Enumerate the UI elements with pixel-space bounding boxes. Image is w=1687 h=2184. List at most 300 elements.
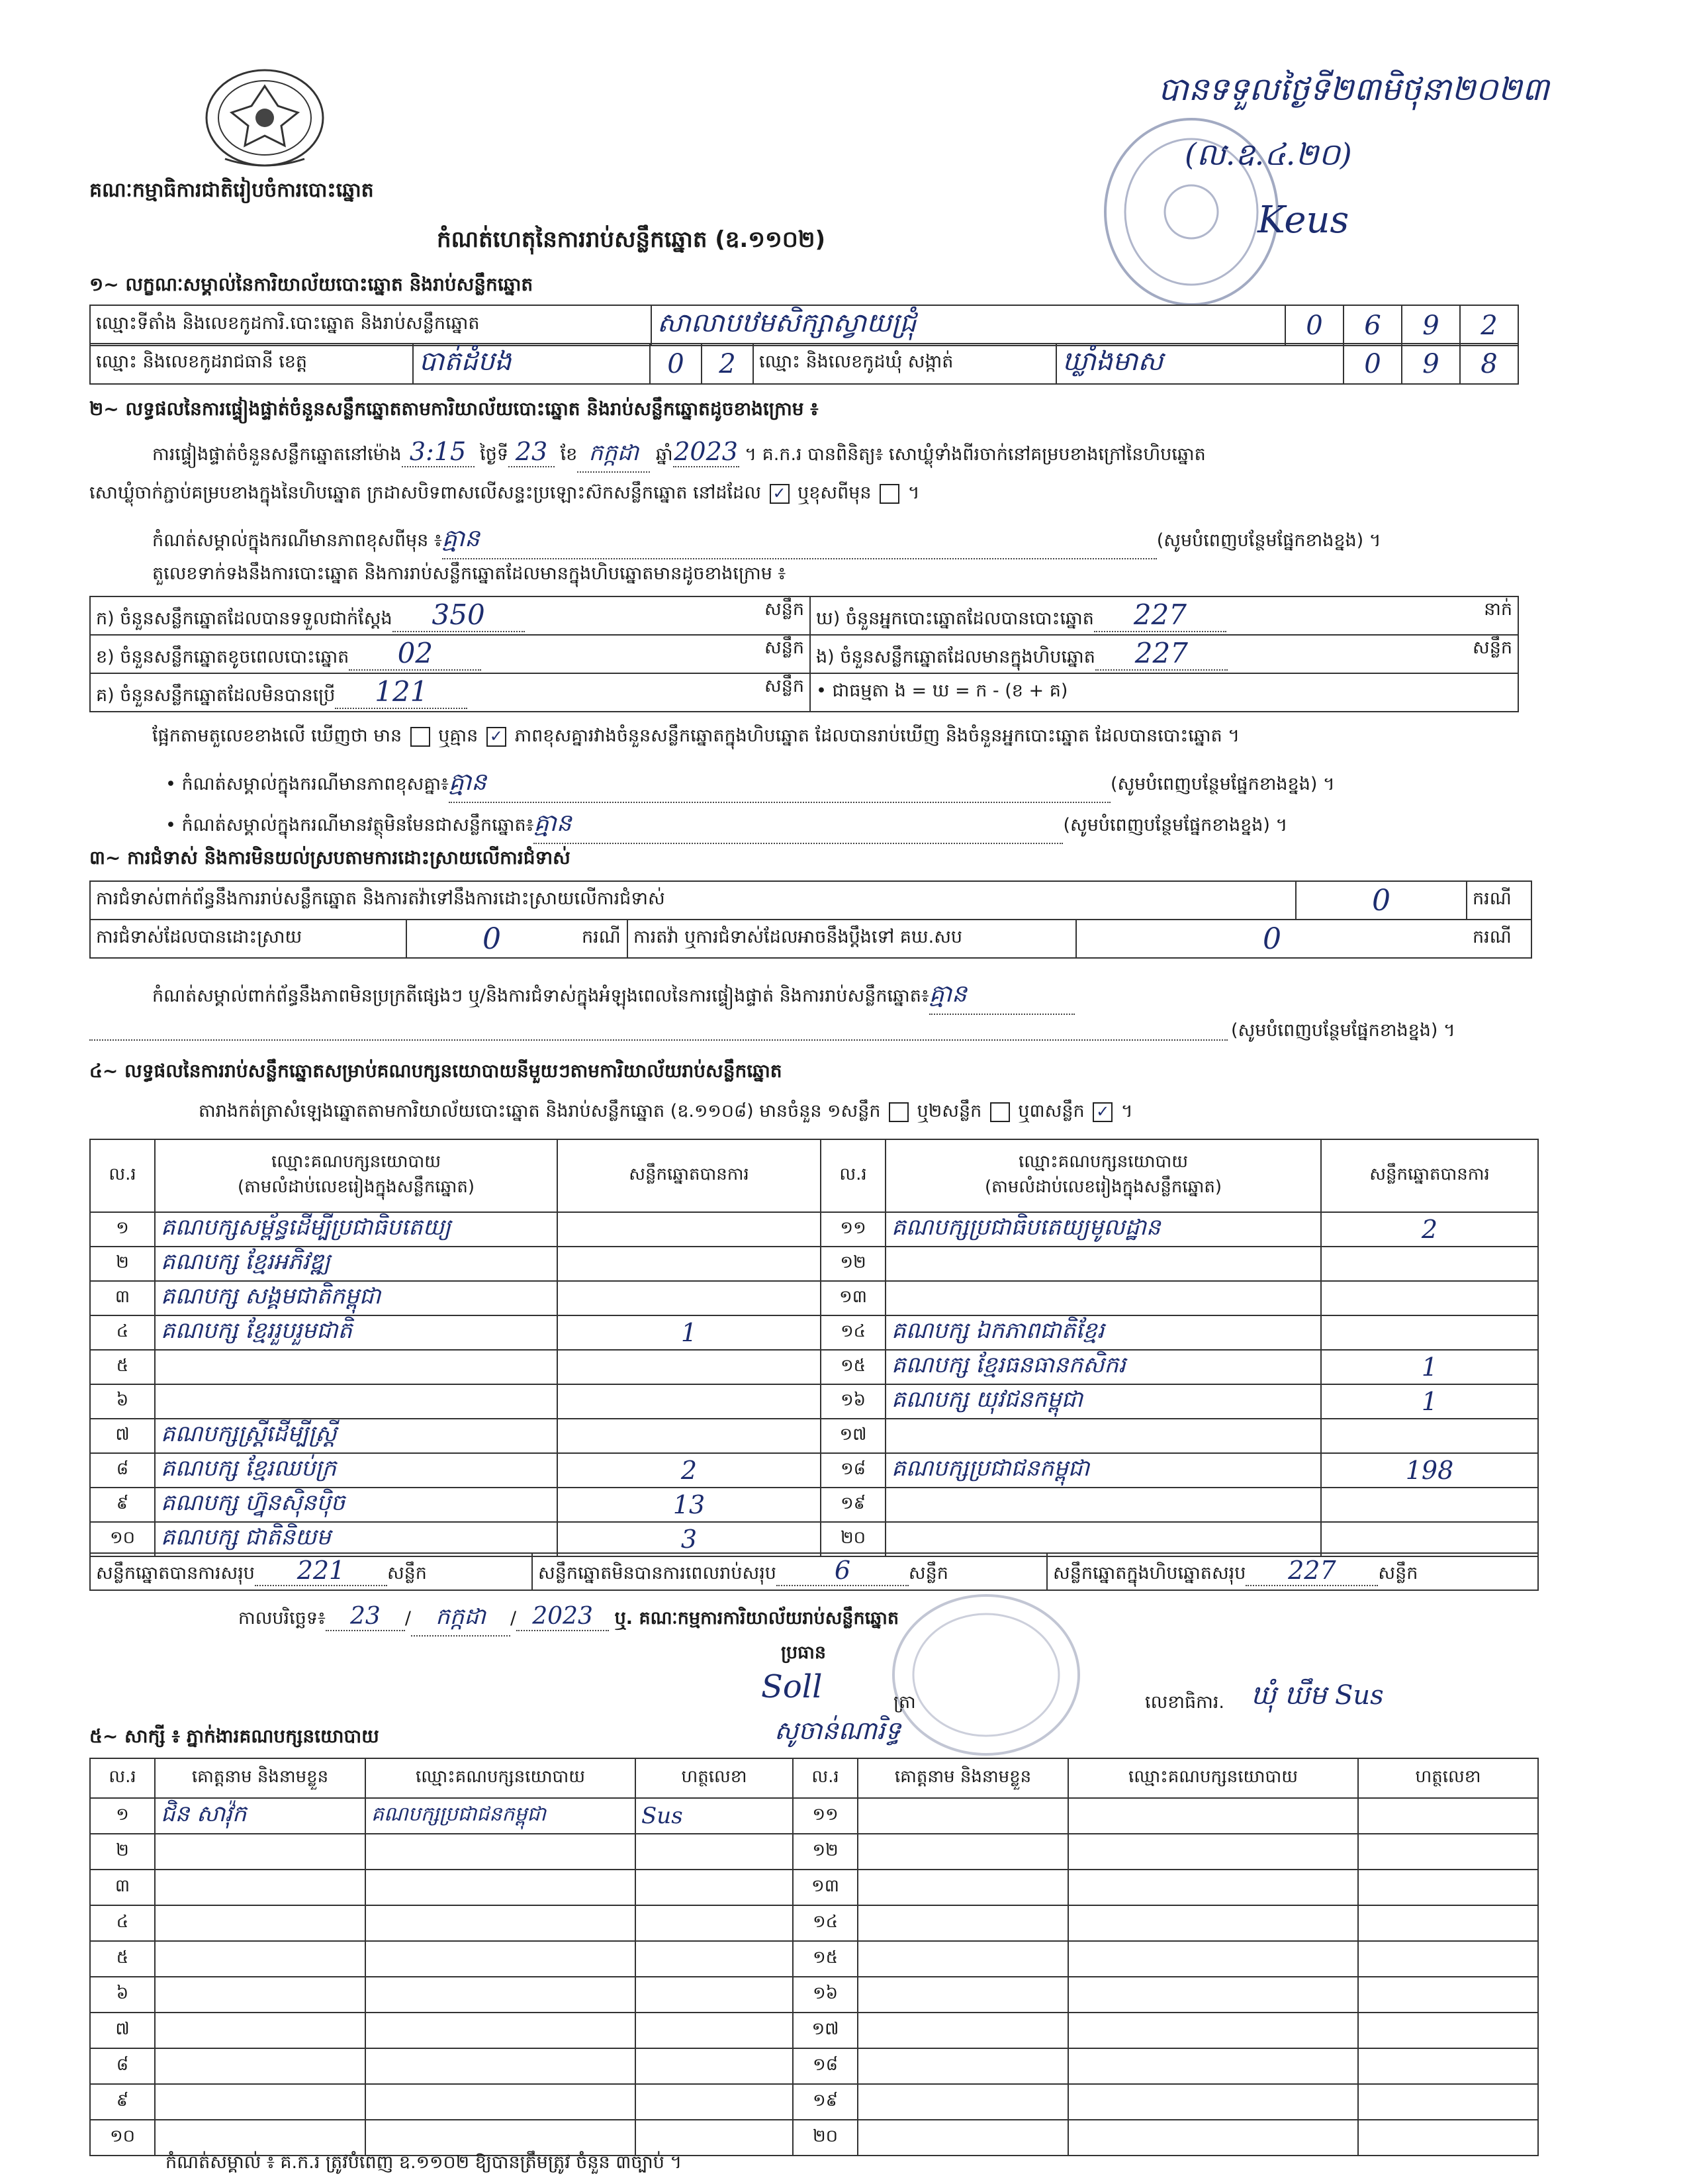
w-row-name-right — [858, 2120, 1068, 2156]
col-votes-left: សន្លឹកឆ្នោតបានការ — [557, 1139, 821, 1212]
w-row-sign-right — [1358, 2120, 1538, 2156]
w-row-no-right: ១៩ — [793, 2084, 858, 2120]
w-row-sign-left — [635, 2048, 793, 2084]
w-row-no-left: ៥ — [90, 1941, 155, 1977]
date-committee: ឬ. គណៈកម្មការការិយាល័យរាប់សន្លឹកឆ្នោត — [614, 1608, 899, 1629]
received-signature: Keus — [1257, 199, 1349, 242]
results-row — [90, 1281, 1538, 1315]
irregularity-extra-line — [89, 1020, 1228, 1041]
date-year: 2023 — [516, 1603, 609, 1631]
row-party-left: គណបក្ស ខ្មែរឈប់ក្រ — [155, 1453, 557, 1488]
w-row-party-left — [365, 1870, 635, 1905]
station-label: ឈ្មោះទីតាំង និងលេខកូដការិ.បោះឆ្នោត និងរាប់សន្លឹកឆ្នោត — [90, 305, 651, 346]
w-row-sign-right — [1358, 1941, 1538, 1977]
received-ballots-value: 350 — [392, 598, 525, 632]
w-row-name-left — [155, 1977, 365, 2013]
note2-value: គ្មាន — [533, 808, 1063, 844]
commune-code-3: 8 — [1460, 344, 1518, 384]
w-row-no-left: ១ — [90, 1798, 155, 1834]
discrepancy-line — [152, 725, 1240, 751]
section1-table-2 — [89, 343, 1519, 385]
row-party-left: គណបក្សសម្ព័ន្ធដើម្បីប្រជាធិបតេយ្យ — [155, 1212, 557, 1247]
w-col-no-left: ល.រ — [90, 1758, 155, 1798]
w-col-sign-right: ហត្ថលេខា — [1358, 1758, 1538, 1798]
note2-fill: (សូមបំពេញបន្ថែមផ្នែកខាងខ្នង) ។ — [1063, 815, 1288, 835]
w-row-sign-left — [635, 2013, 793, 2048]
row-votes-right: 198 — [1321, 1453, 1538, 1488]
tally-1-checkbox[interactable] — [889, 1102, 909, 1122]
w-row-no-right: ១១ — [793, 1798, 858, 1834]
objections-unit: ករណី — [1467, 881, 1531, 920]
row-party-left: គណបក្ស ខ្មែរអភិវឌ្ឍ — [155, 1247, 557, 1281]
commune-value: ឃ្លាំងមាស — [1056, 344, 1344, 384]
section2-title: ២~ លទ្ធផលនៃការផ្ទៀងផ្ទាត់ចំនួនសន្លឹកឆ្នោតតាមការិយាល័យបោះឆ្នោត និងរាប់សន្លឹកឆ្នោតដូចខាងក្រោម ៖ — [89, 398, 819, 420]
commune-code-2: 9 — [1402, 344, 1460, 384]
station-code-1: 0 — [1285, 305, 1344, 346]
witness-row — [90, 1905, 1538, 1941]
tally-sheet-line — [199, 1100, 1133, 1126]
row-party-left: គណបក្ស ខ្មែររួបរួមជាតិ — [155, 1315, 557, 1350]
col-party-sub-right: (តាមលំដាប់លេខរៀងក្នុងសន្លឹកឆ្នោត) — [984, 1177, 1222, 1197]
w-row-party-right — [1068, 2120, 1358, 2156]
formula: • ជាធម្មតា ង = ឃ = ក - (ខ + គ) — [810, 673, 1518, 712]
discrepancy-yes-checkbox[interactable] — [410, 727, 430, 747]
w-row-party-right — [1068, 1798, 1358, 1834]
objections-table-2 — [89, 919, 1532, 959]
witness-row — [90, 2084, 1538, 2120]
results-row — [90, 1350, 1538, 1384]
w-row-no-left: ១០ — [90, 2120, 155, 2156]
w-row-no-right: ១៨ — [793, 2048, 858, 2084]
w-row-no-left: ៧ — [90, 2013, 155, 2048]
w-row-sign-right — [1358, 2013, 1538, 2048]
row-party-left: គណបក្ស សង្គមជាតិកម្ពុជា — [155, 1281, 557, 1315]
section4-title: ៤~ លទ្ធផលនៃការរាប់សន្លឹកឆ្នោតសម្រាប់គណបក្សនយោបាយនីមួយៗតាមការិយាល័យរាប់សន្លឹកឆ្នោត — [89, 1060, 782, 1082]
witness-row — [90, 2120, 1538, 2156]
unused-ballots-label: គ) ចំនួនសន្លឹកឆ្នោតដែលមិនបានប្រើ — [96, 685, 336, 706]
witness-row — [90, 2048, 1538, 2084]
voters-label: ឃ) ចំនួនអ្នកបោះឆ្នោតដែលបានបោះឆ្នោត — [816, 608, 1094, 629]
w-row-no-right: ១៦ — [793, 1977, 858, 2013]
irregularity-note-label: កំណត់សម្គាល់ពាក់ព័ន្ធនឹងភាពមិនប្រក្រតីផ្សេងៗ ឬ/និងការជំទាស់ក្នុងអំឡុងពេលនៃការផ្ទៀងផ្ទាត់ និងការរាប់សន្លឹកឆ្នោត៖ — [152, 986, 929, 1006]
province-code-2: 2 — [702, 344, 753, 384]
different-label: ឬខុសពីមុន — [798, 483, 872, 503]
objections-table — [89, 880, 1532, 920]
w-row-no-right: ១៥ — [793, 1941, 858, 1977]
w-row-party-left — [365, 1834, 635, 1870]
diff-note-line — [152, 523, 1522, 559]
w-row-party-right — [1068, 1941, 1358, 1977]
total-valid-value: 221 — [255, 1556, 387, 1586]
verify-time: 3:15 — [402, 437, 475, 467]
row-no-right: ១៩ — [821, 1488, 886, 1522]
discrepancy-label: ផ្អែកតាមតួលេខខាងលើ ឃើញថា មាន — [152, 726, 402, 746]
w-row-name-right — [858, 1870, 1068, 1905]
w-row-no-right: ១៣ — [793, 1870, 858, 1905]
commune-code-1: 0 — [1344, 344, 1402, 384]
chair-suffix: ត្រា — [893, 1692, 916, 1713]
w-row-sign-right — [1358, 1834, 1538, 1870]
w-row-sign-left — [635, 1941, 793, 1977]
w-row-sign-right — [1358, 2048, 1538, 2084]
w-row-name-left — [155, 2048, 365, 2084]
col-party-right: ឈ្មោះគណបក្សនយោបាយ — [1019, 1152, 1188, 1172]
row-votes-left — [557, 1281, 821, 1315]
committee-stamp — [887, 1589, 1085, 1761]
w-row-sign-left — [635, 2084, 793, 2120]
row-no-right: ១៥ — [821, 1350, 886, 1384]
w-row-sign-right — [1358, 1977, 1538, 2013]
w-row-party-right — [1068, 2013, 1358, 2048]
w-row-name-left — [155, 1941, 365, 1977]
discrepancy-none-checkbox[interactable]: ✓ — [486, 727, 506, 747]
row-votes-right — [1321, 1419, 1538, 1453]
w-row-no-left: ២ — [90, 1834, 155, 1870]
row-votes-left: 2 — [557, 1453, 821, 1488]
secretary-signature: ឃុំ ឃឹម Sus — [1251, 1680, 1384, 1711]
total-invalid-label: សន្លឹកឆ្នោតមិនបានការពេលរាប់សរុប — [538, 1562, 776, 1584]
row-no-left: ៦ — [90, 1384, 155, 1419]
unused-ballots-value: 121 — [335, 675, 467, 709]
figures-intro: តួលេខទាក់ទងនឹងការបោះឆ្នោត និងការរាប់សន្លឹកឆ្នោតដែលមានក្នុងហិបឆ្នោតមានដូចខាងក្រោម ៖ — [152, 563, 786, 584]
row-votes-right — [1321, 1247, 1538, 1281]
w-row-name-left: ជិន សាវ៉ុក — [155, 1798, 365, 1834]
row-no-right: ១៨ — [821, 1453, 886, 1488]
station-code-2: 6 — [1344, 305, 1402, 346]
diff-note-fill: (សូមបំពេញបន្ថែមផ្នែកខាងខ្នង) ។ — [1156, 530, 1381, 551]
col-no-right: ល.រ — [821, 1139, 886, 1212]
col-no-left: ល.រ — [90, 1139, 155, 1212]
w-row-name-right — [858, 1798, 1068, 1834]
resolved-value: 0 — [406, 920, 576, 958]
row-votes-left: 13 — [557, 1488, 821, 1522]
chair-signature: Soll — [761, 1668, 823, 1705]
row-votes-right: 1 — [1321, 1384, 1538, 1419]
w-row-no-right: ១២ — [793, 1834, 858, 1870]
w-row-sign-left — [635, 1834, 793, 1870]
received-ballots-label: ក) ចំនួនសន្លឹកឆ្នោតដែលបានទទួលជាក់ស្តែង — [96, 608, 392, 629]
appeal-unit: ករណី — [1467, 920, 1531, 958]
note2-label: • កំណត់សម្គាល់ក្នុងករណីមានវត្ថុមិនមែនជាសន្លឹកឆ្នោត៖ — [165, 815, 534, 835]
row-votes-right — [1321, 1488, 1538, 1522]
total-valid-label: សន្លឹកឆ្នោតបានការសរុប — [96, 1562, 255, 1584]
row-votes-right — [1321, 1281, 1538, 1315]
discrepancy-tail: ភាពខុសគ្នារវាងចំនួនសន្លឹកឆ្នោតក្នុងហិបឆ្នោត ដែលបានរាប់ឃើញ និងចំនួនអ្នកបោះឆ្នោត ដែលបានបោះឆ្នោត ។ — [514, 726, 1240, 746]
w-row-party-left — [365, 1977, 635, 2013]
row-no-left: ៩ — [90, 1488, 155, 1522]
total-invalid-unit: សន្លឹក — [908, 1562, 948, 1584]
date-day: 23 — [326, 1603, 405, 1631]
spoiled-ballots-value: 02 — [349, 637, 481, 671]
row-party-right: គណបក្សប្រជាជនកម្ពុជា — [886, 1453, 1321, 1488]
tally-end: ។ — [1120, 1101, 1133, 1121]
w-row-sign-left: Sus — [635, 1798, 793, 1834]
commune-label: ឈ្មោះ និងលេខកូដឃុំ សង្កាត់ — [753, 344, 1056, 384]
unused-ballots-unit: សន្លឹក — [764, 675, 804, 696]
row-party-right: គណបក្ស ខ្មែរធនធានកសិករ — [886, 1350, 1321, 1384]
w-row-party-left — [365, 1941, 635, 1977]
row-votes-right — [1321, 1315, 1538, 1350]
tally-label-3: ឬ៣សន្លឹក — [1018, 1101, 1085, 1121]
date-label: កាលបរិច្ឆេទ៖ — [238, 1608, 326, 1629]
results-row — [90, 1419, 1538, 1453]
footer-note: កំណត់សម្គាល់ ៖ គ.ក.រ ត្រូវបំពេញ ឧ.១១០២ ឱ្យបានត្រឹមត្រូវ ចំនួន ៣ច្បាប់ ។ — [165, 2152, 682, 2173]
w-row-no-left: ៤ — [90, 1905, 155, 1941]
results-row — [90, 1315, 1538, 1350]
w-row-sign-left — [635, 1870, 793, 1905]
row-party-right — [886, 1488, 1321, 1522]
section3-title: ៣~ ការជំទាស់ និងការមិនយល់ស្របតាមការដោះស្រាយលើការជំទាស់ — [89, 847, 570, 869]
voters-value: 227 — [1094, 598, 1226, 632]
w-row-party-left: គណបក្សប្រជាជនកម្ពុជា — [365, 1798, 635, 1834]
w-row-party-left — [365, 2120, 635, 2156]
voters-unit: នាក់ — [1484, 598, 1512, 620]
note1-value: គ្មាន — [449, 767, 1111, 803]
row-votes-left: 1 — [557, 1315, 821, 1350]
results-row — [90, 1488, 1538, 1522]
diff-note-value: គ្មាន — [442, 523, 1157, 559]
resolved-unit: ករណី — [576, 920, 627, 958]
row-party-right: គណបក្ស ឯកភាពជាតិខ្មែរ — [886, 1315, 1321, 1350]
different-checkbox[interactable] — [880, 484, 899, 504]
row-no-right: ២០ — [821, 1522, 886, 1556]
row-no-right: ១១ — [821, 1212, 886, 1247]
w-row-name-left — [155, 2013, 365, 2048]
objections-label: ការជំទាស់ពាក់ព័ន្ធនឹងការរាប់សន្លឹកឆ្នោត និងការតវ៉ាទៅនឹងការដោះស្រាយលើការជំទាស់ — [90, 881, 1296, 920]
w-row-name-left — [155, 1870, 365, 1905]
w-row-name-right — [858, 2084, 1068, 2120]
w-row-no-left: ៨ — [90, 2048, 155, 2084]
w-row-sign-left — [635, 1977, 793, 2013]
w-row-party-right — [1068, 1870, 1358, 1905]
row-votes-right: 2 — [1321, 1212, 1538, 1247]
row-no-left: ៧ — [90, 1419, 155, 1453]
spoiled-ballots-label: ខ) ចំនួនសន្លឹកឆ្នោតខូចពេលបោះឆ្នោត — [96, 646, 349, 667]
row-no-left: ៨ — [90, 1453, 155, 1488]
w-row-no-left: ៣ — [90, 1870, 155, 1905]
row-party-right — [886, 1522, 1321, 1556]
row-votes-left — [557, 1384, 821, 1419]
row-party-right: គណបក្សប្រជាធិបតេយ្យមូលដ្ឋាន — [886, 1212, 1321, 1247]
emblem-logo — [199, 60, 331, 172]
col-party-sub-left: (តាមលំដាប់លេខរៀងក្នុងសន្លឹកឆ្នោត) — [237, 1177, 475, 1197]
w-row-name-right — [858, 2013, 1068, 2048]
row-votes-left — [557, 1212, 821, 1247]
w-col-sign-left: ហត្ថលេខា — [635, 1758, 793, 1798]
appeal-label: ការតវ៉ា ឬការជំទាស់ដែលអាចនឹងប្តឹងទៅ គឃ.សប — [627, 920, 1076, 958]
row-votes-left: 3 — [557, 1522, 821, 1556]
w-row-name-right — [858, 2048, 1068, 2084]
row-votes-right — [1321, 1522, 1538, 1556]
w-row-sign-right — [1358, 1905, 1538, 1941]
row-party-right: គណបក្ស យុវជនកម្ពុជា — [886, 1384, 1321, 1419]
row-party-left: គណបក្ស ហ្វ៊ុនស៊ិនប៉ិច — [155, 1488, 557, 1522]
section1-title: ១~ លក្ខណៈសម្គាល់នៃការិយាល័យបោះឆ្នោត និងរាប់សន្លឹកឆ្នោត — [89, 273, 533, 295]
w-col-name-left: គោត្តនាម និងនាមខ្លួន — [155, 1758, 365, 1798]
w-row-name-left — [155, 2120, 365, 2156]
total-box-value: 227 — [1246, 1556, 1378, 1586]
row-no-right: ១៦ — [821, 1384, 886, 1419]
figures-table — [89, 596, 1519, 712]
date-month: កក្កដា — [411, 1602, 510, 1637]
w-row-party-left — [365, 2048, 635, 2084]
irregularity-note-line — [152, 978, 1075, 1015]
witness-row — [90, 1798, 1538, 1834]
row-party-left: គណបក្ស ជាតិនិយម — [155, 1522, 557, 1556]
row-votes-right: 1 — [1321, 1350, 1538, 1384]
row-no-right: ១៧ — [821, 1419, 886, 1453]
row-no-right: ១២ — [821, 1247, 886, 1281]
box-ballots-label: ង) ចំនួនសន្លឹកឆ្នោតដែលមានក្នុងហិបឆ្នោត — [816, 646, 1095, 667]
w-row-party-left — [365, 1905, 635, 1941]
w-row-party-left — [365, 2013, 635, 2048]
row-no-left: ៣ — [90, 1281, 155, 1315]
discrepancy-none-label: ឬគ្មាន — [438, 726, 479, 746]
w-col-name-right: គោត្តនាម និងនាមខ្លួន — [858, 1758, 1068, 1798]
verify-day-label: ថ្ងៃទី — [480, 444, 508, 465]
row-party-right — [886, 1419, 1321, 1453]
results-row — [90, 1522, 1538, 1556]
row-votes-left — [557, 1247, 821, 1281]
total-box-label: សន្លឹកឆ្នោតក្នុងហិបឆ្នោតសរុប — [1053, 1562, 1246, 1584]
note2-line — [165, 808, 1287, 844]
verify-time-label: ការផ្ទៀងផ្ទាត់ចំនួនសន្លឹកឆ្នោតនៅម៉ោង — [152, 444, 402, 465]
col-party-left: ឈ្មោះគណបក្សនយោបាយ — [271, 1152, 441, 1172]
w-col-party-right: ឈ្មោះគណបក្សនយោបាយ — [1068, 1758, 1358, 1798]
results-table — [89, 1139, 1539, 1557]
irregularity-fill-note: (សូមបំពេញបន្ថែមផ្នែកខាងខ្នង) ។ — [1231, 1020, 1455, 1041]
objections-value: 0 — [1296, 881, 1467, 920]
w-row-sign-left — [635, 1905, 793, 1941]
w-row-name-right — [858, 1941, 1068, 1977]
witness-row — [90, 1941, 1538, 1977]
row-no-left: ១០ — [90, 1522, 155, 1556]
row-no-left: ១ — [90, 1212, 155, 1247]
results-row — [90, 1384, 1538, 1419]
verify-seal-text: សោឃ្លុំចាក់ភ្ជាប់គម្របខាងក្នុងនៃហិបឆ្នោត ក្រដាសបិទពាសលើសន្ទះប្រឡោះស៊កសន្លឹកឆ្នោត នៅដដែល — [89, 483, 761, 503]
date-line: កាលបរិច្ឆេទ៖ 23 / កក្កដា / 2023 ឬ. គណៈកម្មការការិយាល័យរាប់សន្លឹកឆ្នោត — [238, 1602, 899, 1637]
results-row — [90, 1247, 1538, 1281]
w-col-party-left: ឈ្មោះគណបក្សនយោបាយ — [365, 1758, 635, 1798]
w-row-name-right — [858, 1977, 1068, 2013]
note1-line — [165, 767, 1335, 803]
province-label: ឈ្មោះ និងលេខកូដរាជធានី ខេត្ត — [90, 344, 413, 384]
totals-table — [89, 1552, 1539, 1591]
chair-label: ប្រធាន — [781, 1642, 827, 1663]
witness-row — [90, 1870, 1538, 1905]
results-row — [90, 1453, 1538, 1488]
w-row-party-right — [1068, 2048, 1358, 2084]
total-invalid-value: 6 — [776, 1556, 909, 1586]
verify-month-label: ខែ — [560, 444, 578, 465]
verify-year: 2023 — [674, 437, 738, 466]
tally-label-2: ឬ២សន្លឹក — [917, 1101, 982, 1121]
tally-label-1: តារាងកត់ត្រាសំឡេងឆ្នោតតាមការិយាល័យបោះឆ្នោត និងរាប់សន្លឹកឆ្នោត (ឧ.១១០៨) មានចំនួន ១សន្លឹក — [199, 1101, 881, 1121]
w-row-no-left: ៩ — [90, 2084, 155, 2120]
section5-title: ៥~ សាក្សី ៖ ភ្នាក់ងារគណបក្សនយោបាយ — [89, 1725, 379, 1747]
box-ballots-unit: សន្លឹក — [1473, 637, 1512, 658]
w-row-party-right — [1068, 1834, 1358, 1870]
w-col-no-right: ល.រ — [793, 1758, 858, 1798]
total-valid-unit: សន្លឹក — [387, 1562, 427, 1584]
irregularity-note-value: គ្មាន — [929, 978, 1075, 1015]
tally-2-checkbox[interactable] — [990, 1102, 1010, 1122]
row-party-right — [886, 1281, 1321, 1315]
w-row-sign-left — [635, 2120, 793, 2156]
witness-row — [90, 1834, 1538, 1870]
w-row-name-right — [858, 1834, 1068, 1870]
secretary-label: លេខាធិការ. — [1145, 1692, 1224, 1713]
province-value: បាត់ដំបង — [413, 344, 650, 384]
w-row-no-left: ៦ — [90, 1977, 155, 2013]
w-row-party-right — [1068, 2084, 1358, 2120]
row-no-left: ៤ — [90, 1315, 155, 1350]
w-row-sign-right — [1358, 1798, 1538, 1834]
chair-name: សូចាន់ណារិទ្ធ — [774, 1716, 901, 1745]
diff-note-label: កំណត់សម្គាល់ក្នុងករណីមានភាពខុសពីមុន ៖ — [152, 530, 442, 551]
received-ballots-unit: សន្លឹក — [764, 598, 804, 620]
verify-end: ។ — [907, 483, 920, 503]
witness-row — [90, 1977, 1538, 2013]
row-no-left: ៥ — [90, 1350, 155, 1384]
row-no-left: ២ — [90, 1247, 155, 1281]
section1-table — [89, 305, 1519, 346]
form-title: កំណត់ហេតុនៃការរាប់សន្លឹកឆ្នោត (ឧ.១១០២) — [437, 226, 826, 253]
row-party-right — [886, 1247, 1321, 1281]
row-no-right: ១៤ — [821, 1315, 886, 1350]
verify-line-2 — [89, 482, 920, 508]
row-no-right: ១៣ — [821, 1281, 886, 1315]
tally-3-checkbox[interactable]: ✓ — [1093, 1102, 1113, 1122]
verify-day: 23 — [508, 437, 555, 467]
w-row-party-right — [1068, 1977, 1358, 2013]
row-votes-left — [557, 1350, 821, 1384]
results-row — [90, 1212, 1538, 1247]
witness-table — [89, 1758, 1539, 2156]
station-code-4: 2 — [1460, 305, 1518, 346]
w-row-no-right: ១៤ — [793, 1905, 858, 1941]
note1-fill: (សូមបំពេញបន្ថែមផ្នែកខាងខ្នង) ។ — [1110, 774, 1335, 794]
verify-line-1 — [152, 437, 1529, 473]
w-row-name-left — [155, 1905, 365, 1941]
station-value: សាលាបឋមសិក្សាស្វាយជ្រុំ — [651, 305, 1285, 346]
w-row-name-left — [155, 1834, 365, 1870]
row-votes-left — [557, 1419, 821, 1453]
org-name: គណៈកម្មាធិការជាតិរៀបចំការបោះឆ្នោត — [89, 179, 374, 202]
station-code-3: 9 — [1402, 305, 1460, 346]
col-votes-right: សន្លឹកឆ្នោតបានការ — [1321, 1139, 1538, 1212]
w-row-sign-right — [1358, 1870, 1538, 1905]
w-row-party-right — [1068, 1905, 1358, 1941]
w-row-sign-right — [1358, 2084, 1538, 2120]
appeal-value: 0 — [1076, 920, 1467, 958]
w-row-no-right: ២០ — [793, 2120, 858, 2156]
verify-tail: ។ គ.ក.រ បានពិនិត្យ៖ សោឃ្លុំទាំងពីរចាក់នៅគម្របខាងក្រៅនៃហិបឆ្នោត — [745, 444, 1206, 465]
spoiled-ballots-unit: សន្លឹក — [764, 637, 804, 658]
w-row-party-left — [365, 2084, 635, 2120]
verify-year-label: ឆ្នាំ — [655, 444, 673, 465]
w-row-name-right — [858, 1905, 1068, 1941]
w-row-no-right: ១៧ — [793, 2013, 858, 2048]
received-ref: (ល.ឧ.៤.២០) — [1185, 136, 1352, 172]
total-box-unit: សន្លឹក — [1378, 1562, 1418, 1584]
received-note: បានទទួលថ្ងៃទី២៣មិថុនា២០២៣ — [1158, 71, 1549, 108]
same-checkbox[interactable]: ✓ — [770, 484, 790, 504]
row-party-left — [155, 1384, 557, 1419]
province-code-1: 0 — [650, 344, 702, 384]
row-party-left — [155, 1350, 557, 1384]
row-party-left: គណបក្សស្ត្រីដើម្បីស្ត្រី — [155, 1419, 557, 1453]
